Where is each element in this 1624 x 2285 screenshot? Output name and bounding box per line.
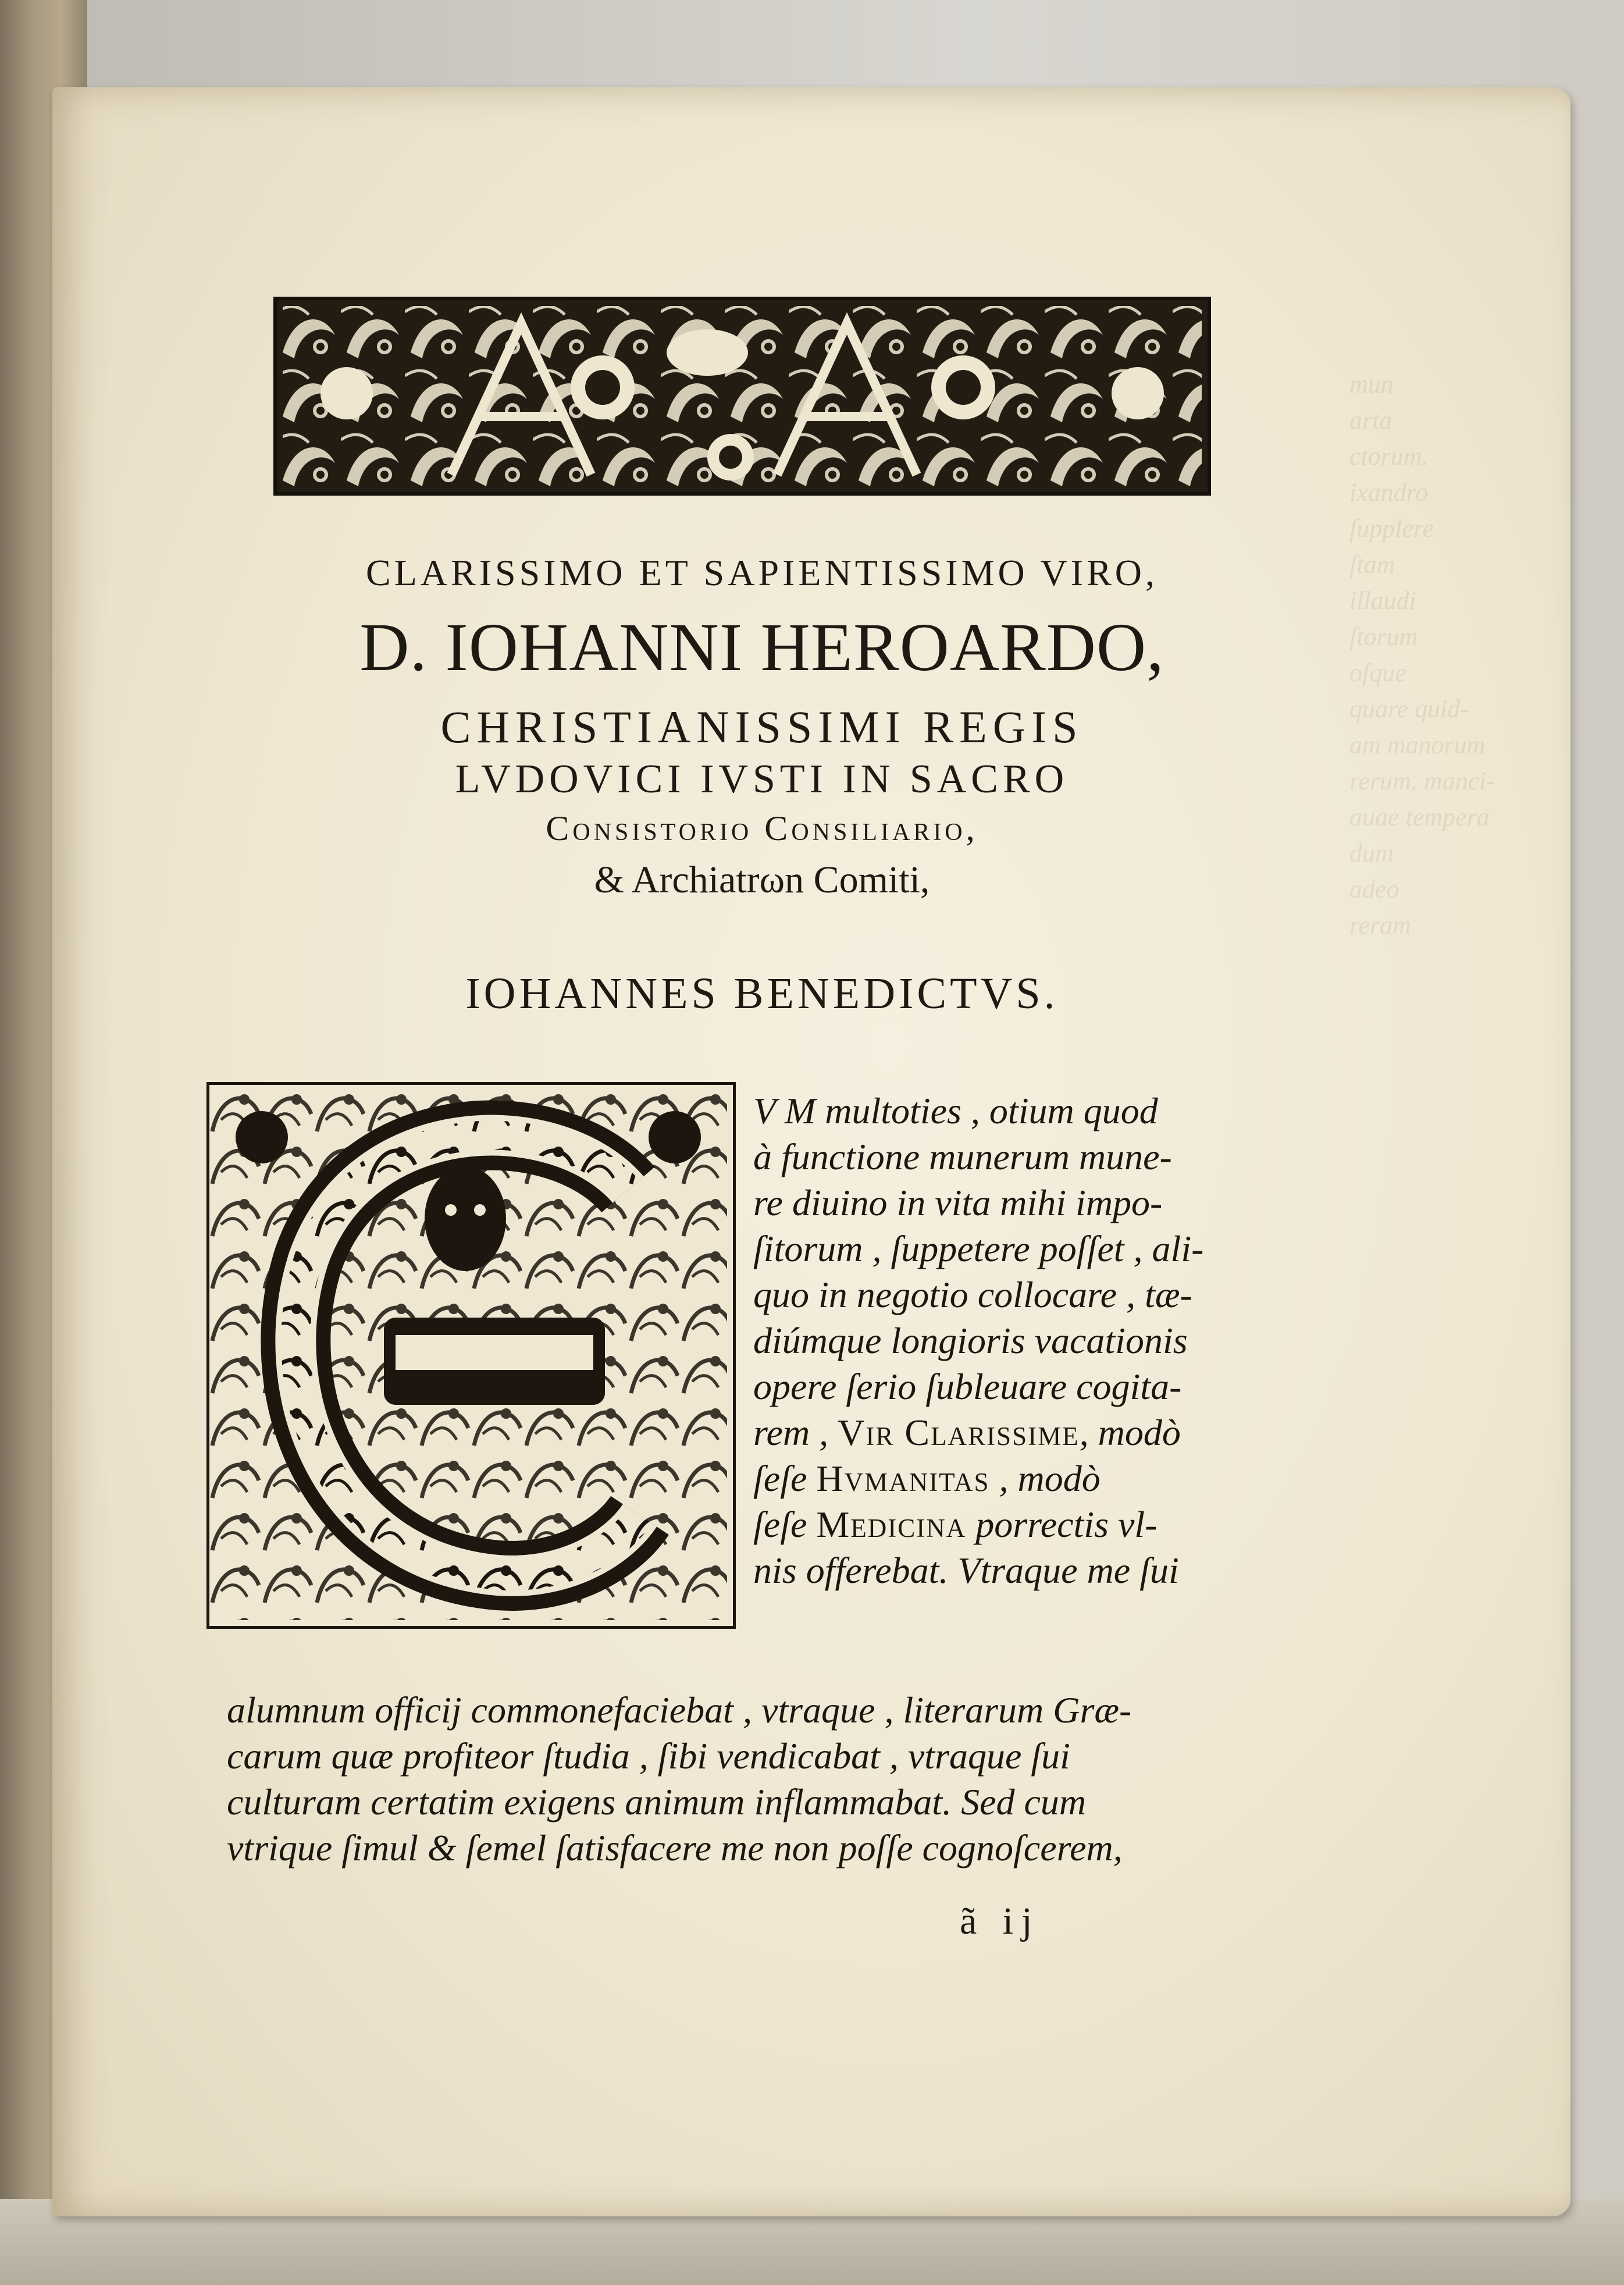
show-through-text: [1349, 366, 1553, 944]
show-through-line: ctorum.: [1349, 442, 1429, 471]
body-line: V M multoties , otium quod: [753, 1090, 1158, 1131]
body-line: [753, 1410, 1277, 1455]
initial-c-woodcut-icon: [209, 1085, 727, 1620]
dedication-line-4: LVDOVICI IVSTI IN SACRO: [455, 757, 1069, 802]
body-line: re diuino in vita mihi impo-: [753, 1182, 1163, 1223]
headpiece-ornament-icon: [277, 300, 1208, 492]
body-line: à functione munerum mune-: [753, 1136, 1172, 1177]
show-through-line: auae tempera: [1349, 803, 1490, 831]
body-line: ſitorum , ſuppetere poſſet , ali-: [753, 1228, 1204, 1269]
body-line: [753, 1455, 1277, 1501]
body-line: opere ſerio ſubleuare cogita-: [753, 1366, 1182, 1407]
body-line: quo in negotio collocare , tæ-: [753, 1274, 1192, 1315]
show-through-line: ſupplere: [1349, 514, 1434, 543]
vocative-small-caps: Vir Clarissime: [838, 1412, 1080, 1453]
show-through-line: ixandro: [1349, 478, 1429, 507]
show-through-line: dum: [1349, 839, 1394, 867]
body-line: [753, 1501, 1277, 1547]
body-line: alumnum officij commonefaciebat , vtraque , literarum Græ-: [227, 1689, 1132, 1731]
show-through-line: am manorum: [1349, 731, 1486, 759]
signature-mark: ã ij: [960, 1900, 1041, 1942]
body-fragment: ſeſe: [753, 1458, 817, 1499]
show-through-line: arta: [1349, 406, 1392, 435]
body-fragment: porrectis vl-: [966, 1504, 1158, 1545]
show-through-line: reram: [1349, 911, 1411, 939]
humanitas-small-caps: Hvmanitas: [816, 1458, 990, 1499]
medicina-small-caps: Medicina: [816, 1504, 967, 1545]
show-through-line: ſtam: [1349, 550, 1395, 579]
decorated-initial-c: [206, 1082, 736, 1629]
body-text-beside-initial: [753, 1088, 1277, 1593]
show-through-line: oſque: [1349, 659, 1406, 687]
dedication-line-5: Consistorio Consiliario,: [546, 809, 978, 848]
show-through-line: adeo: [1349, 875, 1399, 903]
body-text-full-width: [227, 1687, 1280, 1871]
body-fragment: ſeſe: [753, 1504, 817, 1545]
dedicatee-name: D. IOHANNI HEROARDO,: [359, 609, 1164, 685]
body-line: carum quæ profiteor ſtudia , ſibi vendicabat , vtraque ſui: [227, 1735, 1070, 1777]
body-fragment: , modò: [989, 1458, 1101, 1499]
ornamental-headpiece: [273, 297, 1211, 496]
author-name: IOHANNES BENEDICTVS.: [465, 969, 1059, 1018]
show-through-line: quare quid-: [1349, 695, 1469, 723]
dedication-line-6: & Archiatrωn Comiti,: [594, 859, 930, 901]
show-through-line: ſtorum: [1349, 622, 1418, 651]
body-fragment: rem ,: [753, 1412, 838, 1453]
dedication-line-3: CHRISTIANISSIMI REGIS: [440, 702, 1084, 752]
show-through-line: illaudi: [1349, 586, 1416, 615]
body-line: diúmque longioris vacationis: [753, 1320, 1188, 1361]
dedication-line-1: CLARISSIMO ET SAPIENTISSIMO VIRO,: [366, 552, 1158, 593]
body-line: vtrique ſimul & ſemel ſatisfacere me non poſſe cognoſcerem,: [227, 1827, 1123, 1868]
body-line: nis offerebat. Vtraque me ſui: [753, 1550, 1179, 1591]
show-through-line: rerum. manci-: [1349, 767, 1495, 795]
show-through-line: mun: [1349, 370, 1394, 398]
body-fragment: , modò: [1079, 1412, 1181, 1453]
body-line: culturam certatim exigens animum inflammabat. Sed cum: [227, 1781, 1087, 1823]
